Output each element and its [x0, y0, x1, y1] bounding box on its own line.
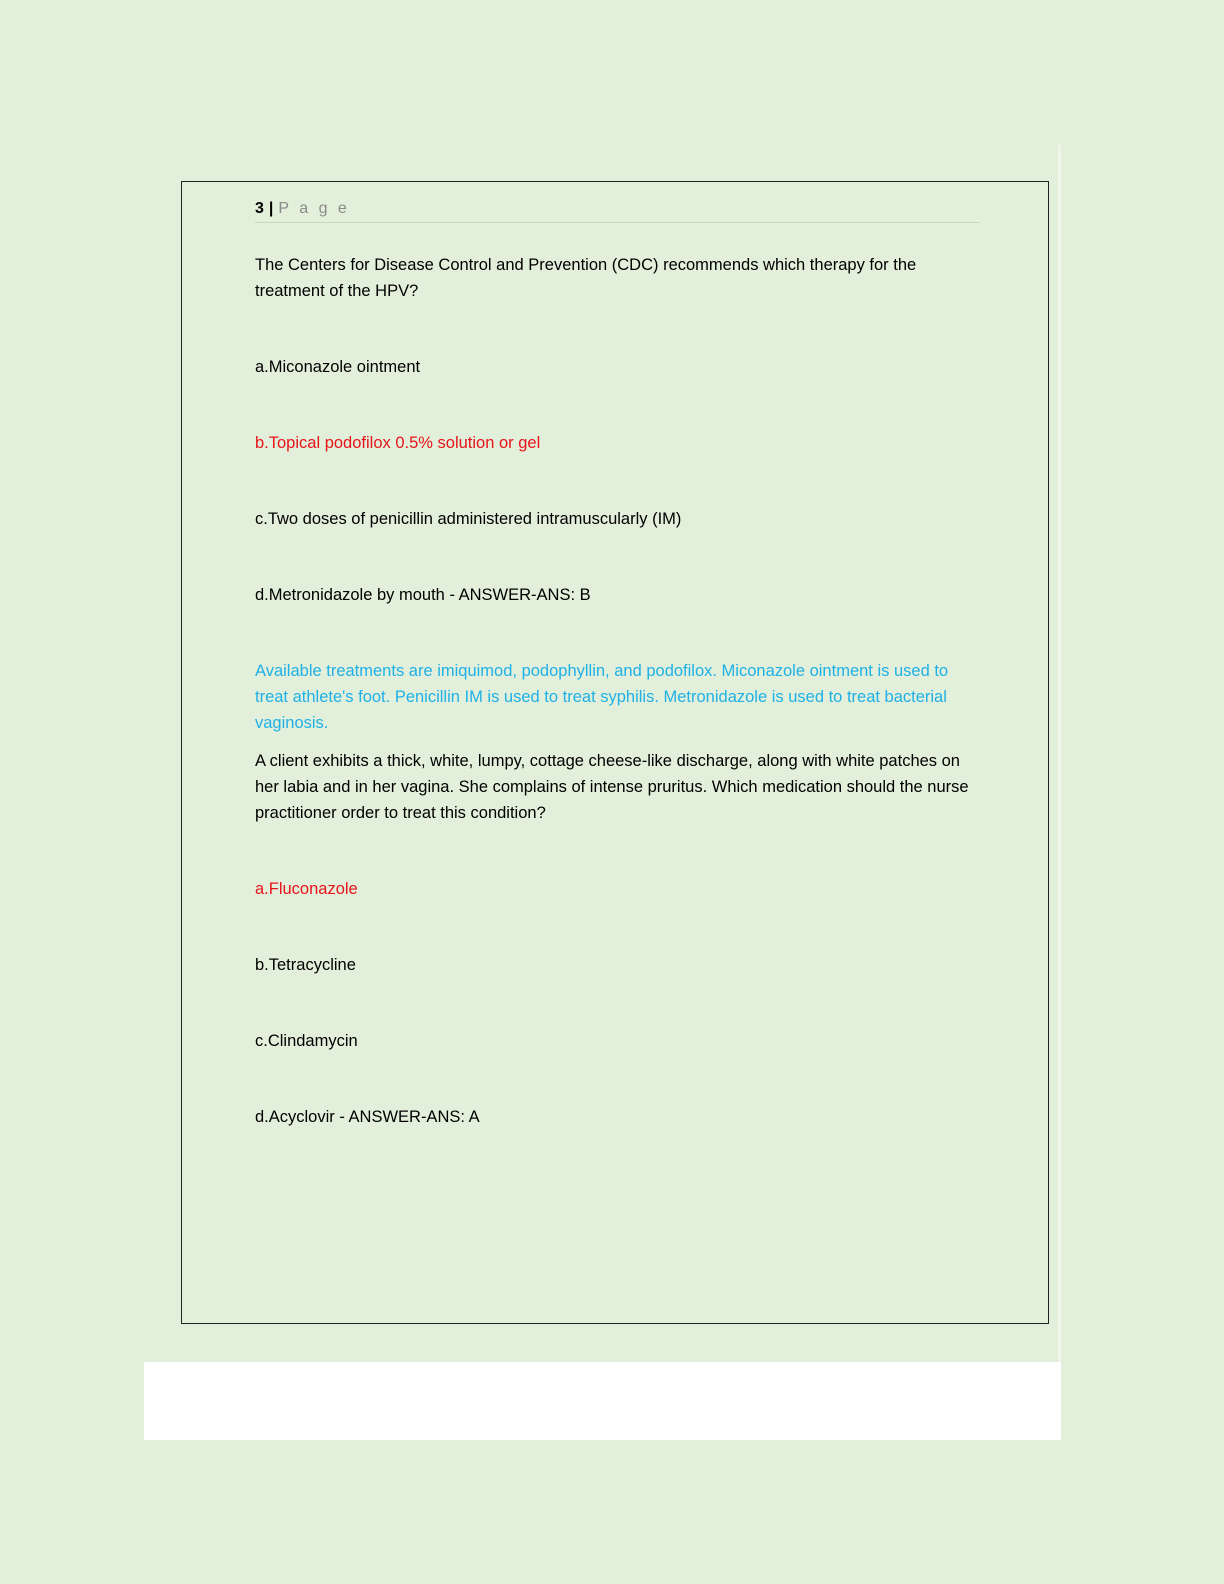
q2-question: A client exhibits a thick, white, lumpy, cottage cheese-like discharge, along with white patches on her labia and in her vagina. She complains of intense pruritus. Which medication should the nurse practitioner order to treat this condition? [255, 752, 969, 822]
q2-option-a-correct: a.Fluconazole [255, 880, 358, 898]
q2-option-b: b.Tetracycline [255, 956, 356, 974]
next-page-strip [144, 1362, 1061, 1440]
page-separator: | [268, 200, 275, 217]
page-word: P a g e [278, 200, 350, 217]
page-number: 3 [255, 200, 265, 217]
q1-question: The Centers for Disease Control and Prevention (CDC) recommends which therapy for the treatment of the HPV? [255, 256, 917, 300]
q1-rationale: Available treatments are imiquimod, podophyllin, and podofilox. Miconazole ointment is used to treat athlete's foot. Penicillin IM is used to treat syphilis. Metronidazole is used to treat bacterial vaginosis. [255, 662, 949, 732]
page-content [255, 196, 980, 1126]
q1-option-c: c.Two doses of penicillin administered intramuscularly (IM) [255, 510, 682, 528]
q2-option-c: c.Clindamycin [255, 1032, 358, 1050]
q2-option-d-answer: d.Acyclovir - ANSWER-ANS: A [255, 1108, 480, 1126]
q1-option-a: a.Miconazole ointment [255, 358, 421, 376]
q1-option-b-correct: b.Topical podofilox 0.5% solution or gel [255, 434, 541, 452]
q1-option-d-answer: d.Metronidazole by mouth - ANSWER-ANS: B [255, 586, 591, 604]
page-header [255, 196, 980, 223]
page-edge [1058, 145, 1061, 1362]
